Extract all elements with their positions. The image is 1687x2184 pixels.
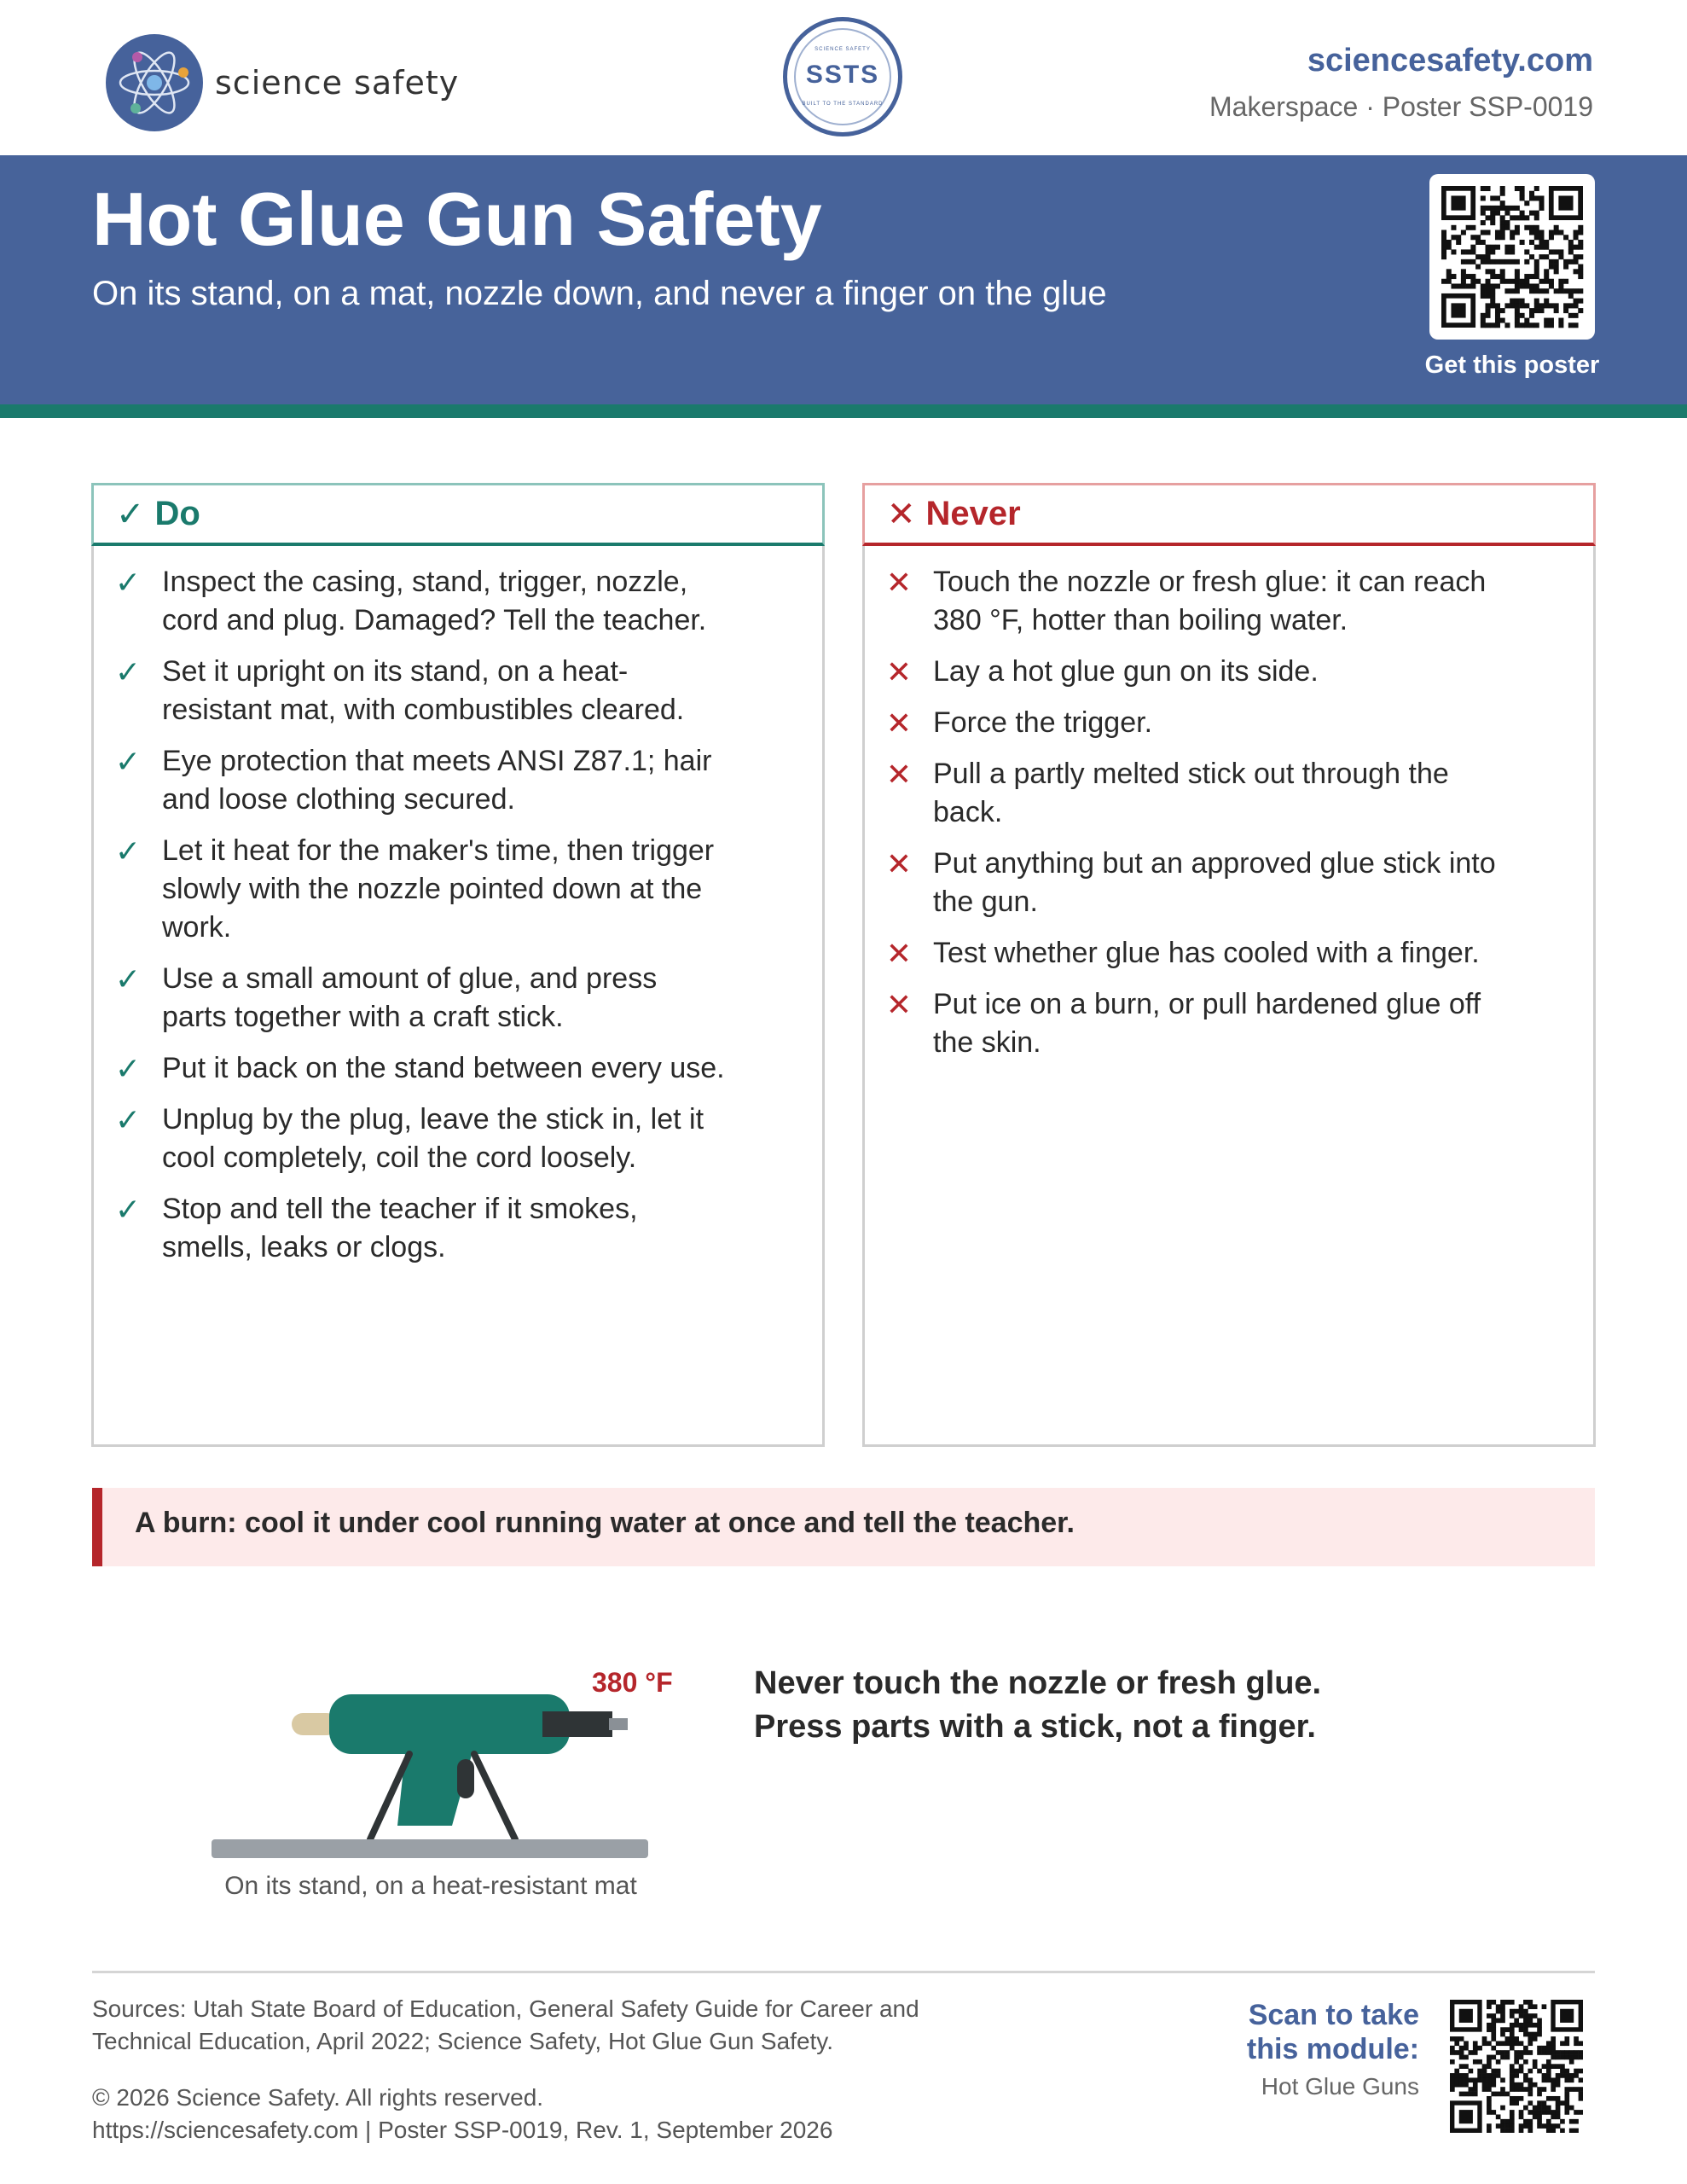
never-item-text: Lay a hot glue gun on its side.	[933, 655, 1319, 688]
gun-trigger	[457, 1759, 474, 1798]
sources-text: Sources: Utah State Board of Education, General Safety Guide for Career and Technical Education, April 2022; Science Safety, Hot Glue Gun Safety.	[92, 1995, 919, 2054]
do-item	[94, 563, 822, 640]
illustration-warning	[754, 1662, 1321, 1749]
cross-icon: ✕	[887, 495, 916, 533]
check-icon: ✓	[114, 654, 142, 689]
do-item-text: Unplug by the plug, leave the stick in, let it cool completely, coil the cord loosely.	[162, 1103, 704, 1174]
check-icon: ✓	[114, 565, 142, 600]
cross-icon: ✕	[885, 936, 913, 971]
do-item	[94, 832, 822, 947]
cross-icon: ✕	[885, 654, 913, 689]
callout-text: A burn: cool it under cool running water at once and tell the teacher.	[135, 1507, 1075, 1539]
check-icon: ✓	[114, 961, 142, 996]
never-title: Never	[925, 495, 1021, 532]
check-icon: ✓	[114, 744, 142, 779]
module-qr-code[interactable]	[1450, 2000, 1583, 2133]
ssts-seal	[783, 17, 902, 136]
poster-qr-code[interactable]	[1429, 174, 1595, 340]
brand-name: science safety	[215, 64, 460, 102]
never-item	[865, 653, 1593, 691]
check-icon: ✓	[114, 834, 142, 868]
do-item	[94, 1190, 822, 1267]
heat-mat	[212, 1839, 648, 1858]
seal-bottom-text: BUILT TO THE STANDARD	[802, 102, 884, 107]
do-list	[94, 546, 822, 1267]
do-item-text: Put it back on the stand between every use.	[162, 1052, 725, 1084]
never-item	[865, 985, 1593, 1062]
illustration-caption: On its stand, on a heat-resistant mat	[224, 1872, 637, 1900]
do-item	[94, 1049, 822, 1088]
never-item-text: Pull a partly melted stick out through the back.	[933, 758, 1449, 828]
do-item-text: Use a small amount of glue, and press parts together with a craft stick.	[162, 962, 658, 1033]
never-item-text: Put anything but an approved glue stick into the gun.	[933, 847, 1496, 918]
cross-icon: ✕	[885, 565, 913, 600]
site-info	[1209, 43, 1593, 123]
never-item	[865, 704, 1593, 742]
gun-nozzle	[542, 1711, 612, 1737]
do-panel-header	[91, 483, 825, 546]
never-list	[865, 546, 1593, 1062]
nozzle-tip	[609, 1718, 628, 1730]
never-item	[865, 755, 1593, 832]
do-panel	[91, 483, 825, 1447]
do-item	[94, 653, 822, 729]
never-item-text: Test whether glue has cooled with a finger.	[933, 937, 1480, 969]
header-stripe	[0, 404, 1687, 418]
do-item-text: Inspect the casing, stand, trigger, nozzle, cord and plug. Damaged? Tell the teacher.	[162, 566, 707, 636]
do-item	[94, 960, 822, 1037]
check-icon: ✓	[116, 495, 145, 533]
burn-callout	[92, 1488, 1595, 1566]
never-item-text: Force the trigger.	[933, 706, 1153, 739]
warning-line: Press parts with a stick, not a finger.	[754, 1709, 1316, 1745]
do-item-text: Eye protection that meets ANSI Z87.1; hair and loose clothing secured.	[162, 745, 712, 816]
never-item-text: Put ice on a burn, or pull hardened glue off the skin.	[933, 988, 1481, 1059]
cross-icon: ✕	[885, 706, 913, 741]
do-item-text: Set it upright on its stand, on a heat-resistant mat, with combustibles cleared.	[162, 655, 685, 726]
cross-icon: ✕	[885, 757, 913, 792]
never-item	[865, 934, 1593, 973]
seal-top-text: SCIENCE SAFETY	[815, 47, 871, 52]
warning-line: Never touch the nozzle or fresh glue.	[754, 1665, 1322, 1701]
never-item	[865, 845, 1593, 921]
site-link[interactable]: sciencesafety.com	[1307, 43, 1593, 78]
stand-leg	[474, 1754, 515, 1839]
page-title: Hot Glue Gun Safety	[92, 177, 822, 261]
do-item-text: Stop and tell the teacher if it smokes, smells, leaks or clogs.	[162, 1193, 638, 1263]
do-item	[94, 742, 822, 819]
poster-reference[interactable]: https://sciencesafety.com | Poster SSP-0019, Rev. 1, September 2026	[92, 2117, 833, 2143]
brand-logo[interactable]	[106, 34, 459, 131]
atom-icon	[106, 34, 203, 131]
check-icon: ✓	[114, 1102, 142, 1137]
scan-title: Scan to take this module:	[1246, 1999, 1419, 2065]
do-title: Do	[154, 495, 200, 532]
copyright-block	[92, 2082, 832, 2146]
temperature-label: 380 °F	[592, 1667, 673, 1698]
do-item-text: Let it heat for the maker's time, then trigger slowly with the nozzle pointed down at the work.	[162, 834, 715, 944]
page-subtitle: On its stand, on a mat, nozzle down, and never a finger on the glue	[92, 275, 1107, 312]
qr-label: Get this poster	[1424, 351, 1600, 379]
scan-module	[1232, 1998, 1419, 2100]
never-panel	[862, 483, 1596, 1447]
copyright-text: © 2026 Science Safety. All rights reserved.	[92, 2084, 544, 2111]
cross-icon: ✕	[885, 987, 913, 1022]
check-icon: ✓	[114, 1051, 142, 1086]
cross-icon: ✕	[885, 846, 913, 881]
check-icon: ✓	[114, 1192, 142, 1227]
gun-barrel	[329, 1694, 570, 1754]
never-item-text: Touch the nozzle or fresh glue: it can reach 380 °F, hotter than boiling water.	[933, 566, 1487, 636]
never-panel-header	[862, 483, 1596, 546]
seal-main-text: SSTS	[805, 61, 880, 89]
never-item	[865, 563, 1593, 640]
scan-module-name: Hot Glue Guns	[1261, 2073, 1419, 2100]
do-item	[94, 1101, 822, 1177]
footer-divider	[92, 1971, 1595, 1973]
poster-meta: Makerspace · Poster SSP-0019	[1209, 91, 1593, 122]
